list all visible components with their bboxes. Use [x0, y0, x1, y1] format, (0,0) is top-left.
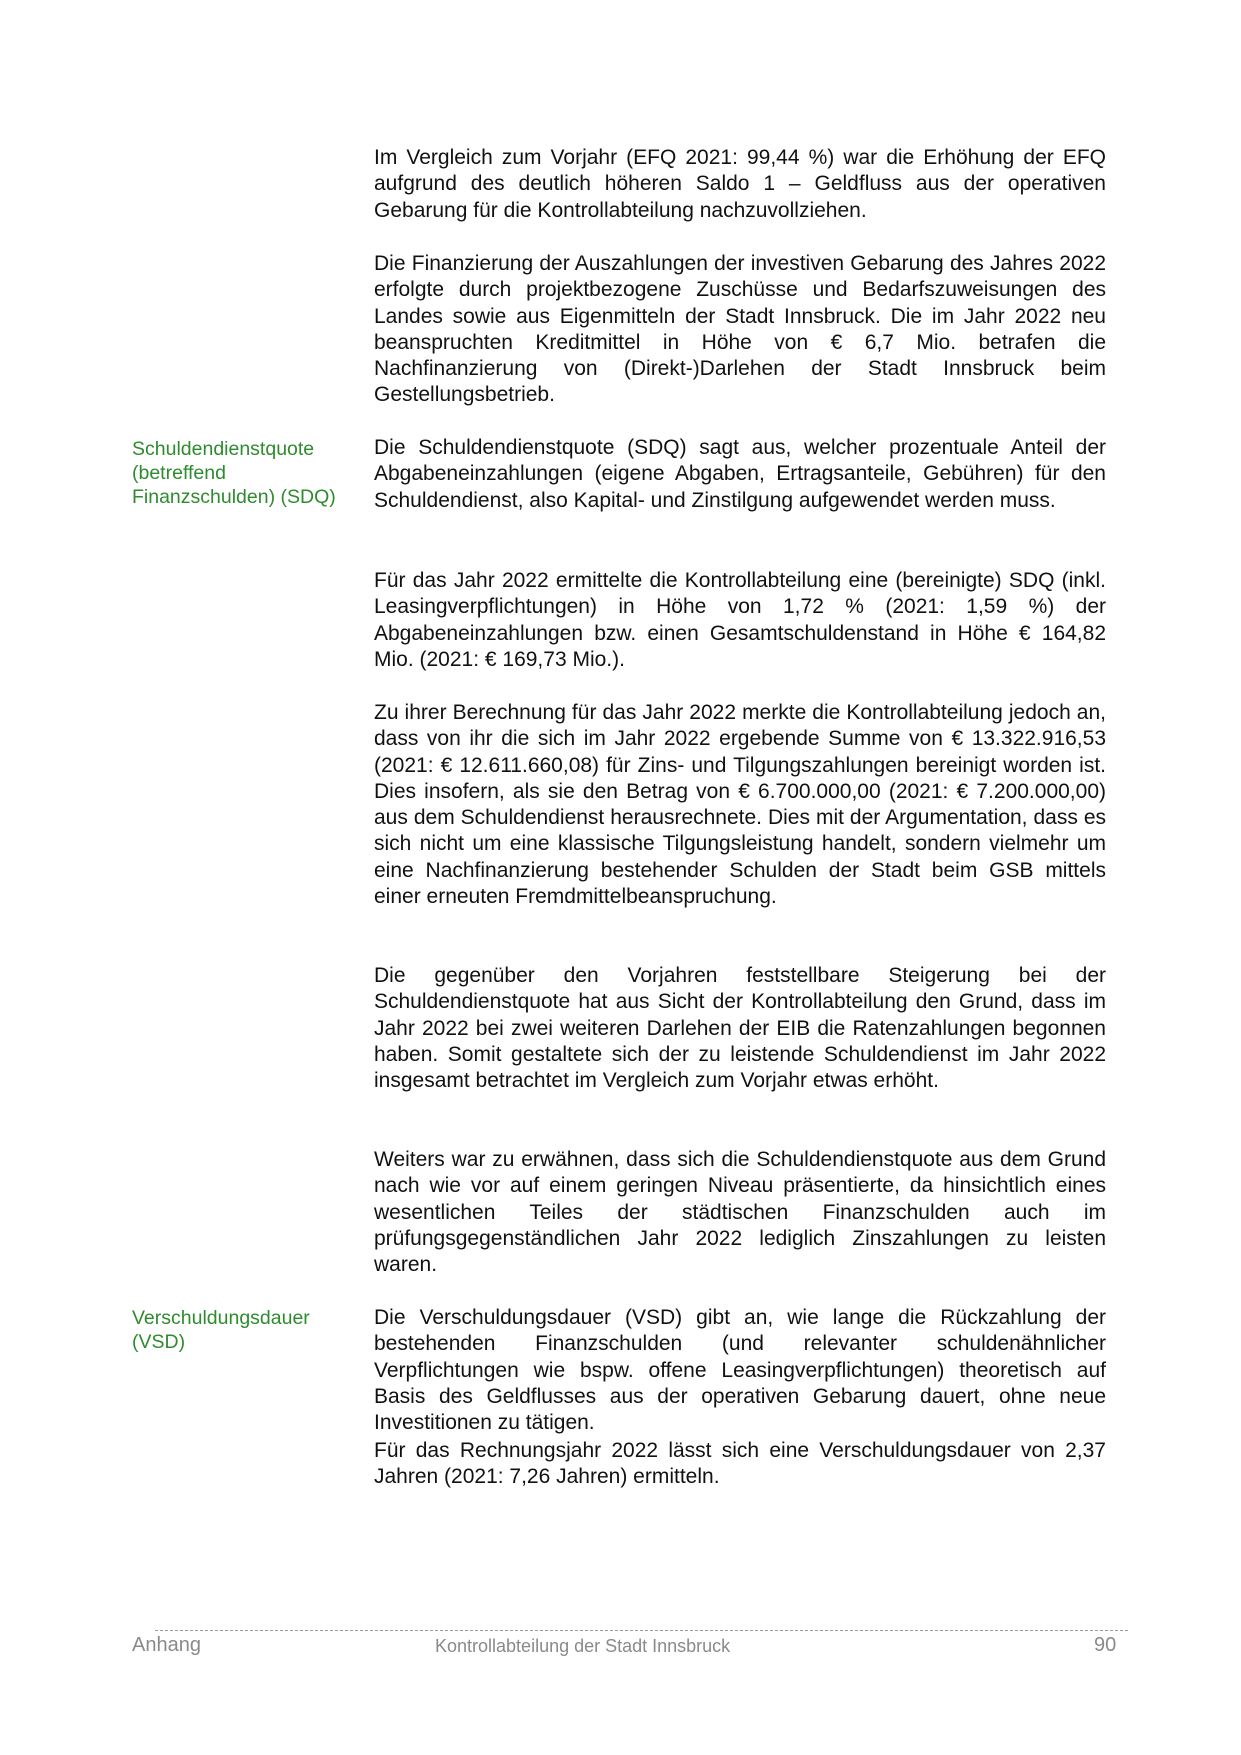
footer-divider [155, 1630, 1128, 1631]
paragraph-vsd-2022: Für das Rechnungsjahr 2022 lässt sich eine Verschuldungsdauer von 2,37 Jahren (2021: 7,26 Jahren) ermitteln. [374, 1439, 1106, 1489]
side-label-vsd: Verschuldungsdauer (VSD) [132, 1307, 310, 1353]
paragraph-sdq-increase: Die gegenüber den Vorjahren feststellbare Steigerung bei der Schuldendienstquote hat aus Sicht der Kontrollabteilung den Grund, dass im Jahr 2022 bei zwei weiteren Darlehen der EIB die Ratenzahlungen begonnen haben. Somit gestaltete sich der zu leistende Schuldendienst im Jahr 2022 insgesamt betrachtet im Vergleich zum Vorjahr etwas erhöht. [374, 964, 1106, 1093]
footer-organization: Kontrollabteilung der Stadt Innsbruck [435, 1636, 731, 1656]
paragraph-sdq-calculation: Zu ihrer Berechnung für das Jahr 2022 merkte die Kontrollabteilung jedoch an, dass von ihr die sich im Jahr 2022 ergebende Summe von € 13.322.916,53 (2021: € 12.611.660,08) für Zins- und Tilgungszahlungen bereinigt worden ist. Dies insofern, als sie den Betrag von € 6.700.000,00 (2021: € 7.200.000,00) aus dem Schuldendienst herausrechnete. Dies mit der Argumentation, dass es sich nicht um eine klassische Tilgungsleistung handelt, sondern vielmehr um eine Nachfinanzierung bestehender Schulden der Stadt beim GSB mittels einer erneuten Fremdmittelbeanspruchung. [374, 701, 1106, 909]
side-label-sdq: Schuldendienstquote (betreffend Finanzschulden) (SDQ) [132, 438, 336, 508]
paragraph-sdq-definition: Die Schuldendienstquote (SDQ) sagt aus, welcher prozentuale Anteil der Abgabeneinzahlungen (eigene Abgaben, Ertragsanteile, Gebühren) für den Schuldendienst, also Kapital- und Zinstilgung aufgewendet werden muss. [374, 436, 1106, 512]
footer-section-name: Anhang [132, 1634, 201, 1656]
page-number: 90 [1094, 1634, 1117, 1656]
paragraph-investive-financing: Die Finanzierung der Auszahlungen der investiven Gebarung des Jahres 2022 erfolgte durch projektbezogene Zuschüsse und Bedarfszuweisungen des Landes sowie aus Eigenmitteln der Stadt Innsbruck. Die im Jahr 2022 neu beanspruchten Kreditmittel in Höhe von € 6,7 Mio. betrafen die Nachfinanzierung von (Direkt-)Darlehen der Stadt Innsbruck beim Gestellungsbetrieb. [374, 252, 1106, 407]
paragraph-sdq-low-level: Weiters war zu erwähnen, dass sich die Schuldendienstquote aus dem Grund nach wie vor auf einem geringen Niveau präsentierte, da hinsichtlich eines wesentlichen Teiles der städtischen Finanzschulden auch im prüfungsgegenständlichen Jahr 2022 lediglich Zinszahlungen zu leisten waren. [374, 1148, 1106, 1277]
paragraph-sdq-2022: Für das Jahr 2022 ermittelte die Kontrollabteilung eine (bereinigte) SDQ (inkl. Leasingverpflichtungen) in Höhe von 1,72 % (2021: 1,59 %) der Abgabeneinzahlungen bzw. einen Gesamtschuldenstand in Höhe € 164,82 Mio. (2021: € 169,73 Mio.). [374, 569, 1106, 671]
paragraph-vsd-definition: Die Verschuldungsdauer (VSD) gibt an, wie lange die Rückzahlung der bestehenden Finanzschulden (und relevanter schuldenähnlicher Verpflichtungen wie bspw. offene Leasingverpflichtungen) theoretisch auf Basis des Geldflusses aus der operativen Gebarung dauert, ohne neue Investitionen zu tätigen. [374, 1306, 1106, 1435]
paragraph-efq-comparison: Im Vergleich zum Vorjahr (EFQ 2021: 99,44 %) war die Erhöhung der EFQ aufgrund des deutlich höheren Saldo 1 – Geldfluss aus der operativen Gebarung für die Kontrollabteilung nachzuvollziehen. [374, 146, 1106, 222]
